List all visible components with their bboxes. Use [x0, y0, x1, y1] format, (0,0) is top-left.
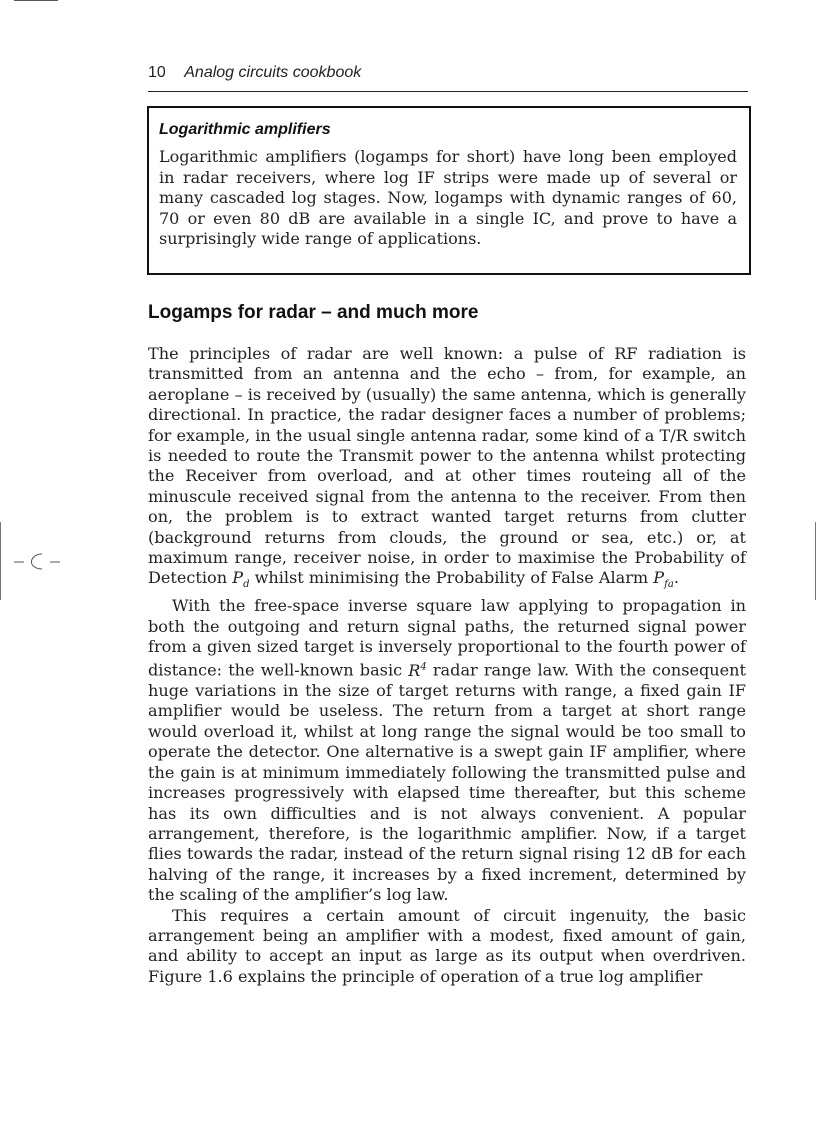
- r4-symbol: [408, 661, 427, 680]
- r-superscript: 4: [420, 661, 427, 673]
- section-heading: Logamps for radar – and much more: [148, 302, 479, 323]
- left-crop-line: [0, 522, 1, 600]
- page-number: 10: [148, 64, 166, 81]
- pd-letter: P: [232, 568, 244, 588]
- paragraph-2-text-a: With the free-space inverse square law applying to propagation in both the outgoing and return signal paths, the returned signal power from a given sized target is inversely proportional to the fourth power of distance: the well-known basic: [148, 596, 746, 680]
- registration-mark-icon: [12, 550, 62, 572]
- body-text: [148, 344, 746, 987]
- paragraph-1-text-b: whilst minimising the Probability of False Alarm: [249, 568, 654, 588]
- box-title: Logarithmic amplifiers: [159, 121, 331, 138]
- box-body: Logarithmic amplifiers (logamps for short) have long been employed in radar receivers, where log IF strips were made up of several or many cascaded log stages. Now, logamps with dynamic ranges of 60, 70 or even 80 dB are available in a single IC, and prove to have a surprisingly wide range of applications.: [159, 147, 737, 248]
- r-letter: R: [408, 660, 421, 680]
- sidebar-box: [147, 106, 751, 275]
- running-head: [148, 64, 748, 82]
- paragraph-2: [148, 596, 746, 905]
- book-title: Analog circuits cookbook: [184, 64, 362, 81]
- pfa-symbol: [653, 568, 674, 591]
- top-crop-line: [14, 0, 58, 1]
- paragraph-1: [148, 344, 746, 596]
- paragraph-1-text-a: The principles of radar are well known: a pulse of RF radiation is transmitted from an antenna and the echo – from, for example, an aeroplane – is received by (usually) the same antenna, which is generally directional. In practice, the radar designer faces a number of problems; for example, in the usual single antenna radar, some kind of a T/R switch is needed to route the Transmit power to the antenna whilst protecting the Receiver from overload, and at other times routeing all of the minuscule received signal from the antenna to the receiver. From then on, the problem is to extract wanted target returns from clutter (background returns from clouds, the ground or sea, etc.) or, at maximum range, receiver noise, in order to maximise the Probability of Detection: [148, 344, 746, 588]
- pfa-letter: P: [653, 568, 665, 588]
- paragraph-1-text-c: .: [673, 568, 679, 588]
- pd-symbol: [232, 568, 250, 591]
- pfa-subscript: fa: [664, 579, 674, 591]
- pd-subscript: d: [243, 579, 250, 591]
- header-rule: [148, 91, 748, 92]
- paragraph-2-text-b: radar range law. With the consequent huge variations in the size of target returns with range, a fixed gain IF amplifier would be useless. The return from a target at short range would overload it, whilst at long range the signal would be too small to operate the detector. One alternative is a swept gain IF amplifier, where the gain is at minimum immediately following the transmitted pulse and increases progressively with elapsed time thereafter, but this scheme has its own difficulties and is not always convenient. A popular arrangement, therefore, is the logarithmic amplifier. Now, if a target flies towards the radar, instead of the return signal rising 12 dB for each halving of the range, it increases by a fixed increment, determined by the scaling of the amplifier’s log law.: [148, 660, 746, 905]
- paragraph-3: This requires a certain amount of circuit ingenuity, the basic arrangement being an amplifier with a modest, fixed amount of gain, and ability to accept an input as large as its output when overdriven. Figure 1.6 explains the principle of operation of a true log amplifier: [148, 905, 746, 986]
